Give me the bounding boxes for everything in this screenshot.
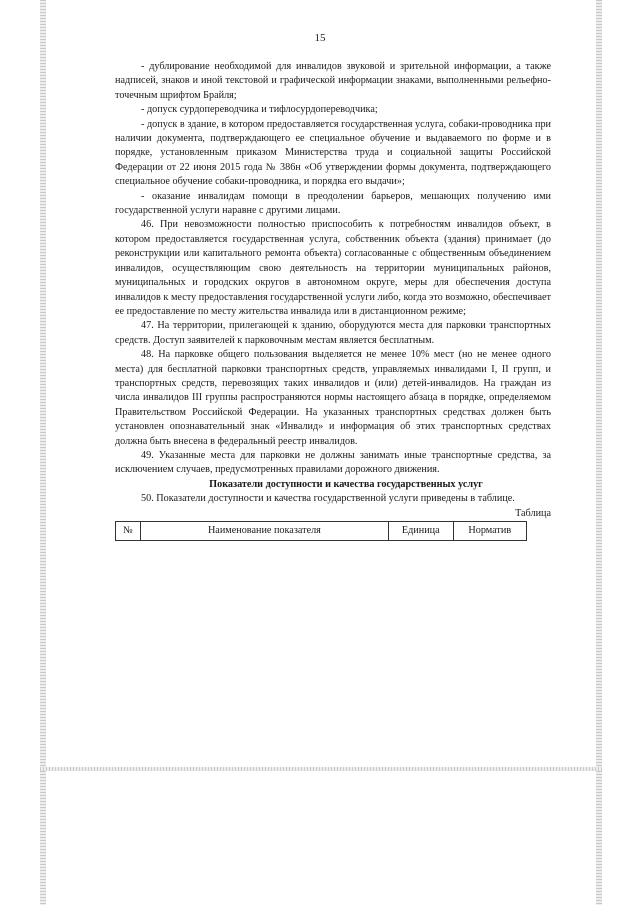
paragraph: 46. При невозможности полностью приспособить к потребностям инвалидов объект, в котором предоставляется государственная услуга, собственник объекта (здания) принимает (до реконструкции или капитального ремонта объекта) согласованные с общественным объединением инвалидов, осуществляющим свою деятельность на территории муниципальных районов, муниципальных и городских округов в автономном округе, меры для обеспечения доступа инвалидов к месту предоставления государственной услуги либо, когда это возможно, обеспечивает ее предоставление по месту жительства инвалида или в дистанционном режиме; <box>115 219 551 317</box>
document-body <box>115 60 551 541</box>
table-header-indicator-name: Наименование показателя <box>141 522 389 540</box>
table-caption: Таблица <box>515 507 551 519</box>
indicators-table-header <box>115 521 527 541</box>
paragraph: 47. На территории, прилегающей к зданию, оборудуются места для парковки транспортных средств. Доступ заявителей к парковочным местам является бесплатным. <box>115 320 551 346</box>
paragraph: - дублирование необходимой для инвалидов звуковой и зрительной информации, а также надписей, знаков и иной текстовой и графической информации знаками, выполненными рельефно-точечным шрифтом Брайля; <box>115 61 551 101</box>
paragraph: - допуск сурдопереводчика и тифлосурдопереводчика; <box>141 104 378 116</box>
paragraph: - оказание инвалидам помощи в преодолении барьеров, мешающих получению ими государственной услуги наравне с другими лицами. <box>115 190 551 217</box>
paragraph: 48. На парковке общего пользования выделяется не менее 10% мест (но не менее одного места) для бесплатной парковки транспортных средств, управляемых инвалидами I, II групп, и транспортных средств, перевозящих таких инвалидов и (или) детей-инвалидов. На граждан из числа инвалидов III группы распространяются нормы настоящего абзаца в порядке, определяемом Правительством Российской Федерации. На указанных транспортных средствах должен быть установлен опознавательный знак «Инвалид» и информация об этих транспортных средствах должна быть внесена в федеральный реестр инвалидов. <box>115 349 551 447</box>
paragraph: - допуск в здание, в котором предоставляется государственная услуга, собаки-проводника при наличии документа, подтверждающего ее специальное обучение и выдаваемого по форме и в порядке, установленным приказом Министерства труда и социальной защиты Российской Федерации от 22 июня 2015 года № 386н «Об утверждении формы документа, подтверждающего специальное обучение собаки-проводника, и порядка его выдачи»; <box>115 118 551 188</box>
section-heading: Показатели доступности и качества государственных услуг <box>209 478 483 490</box>
scan-border-bottom <box>40 767 602 771</box>
paragraph: 49. Указанные места для парковки не должны занимать иные транспортные средства, за исключением случаев, предусмотренных правилами дорожного движения. <box>115 449 551 476</box>
table-header-unit: Единица <box>389 522 454 540</box>
page-number: 15 <box>314 32 326 44</box>
table-header-number: № <box>116 522 141 540</box>
table-header-norm: Норматив <box>468 524 512 536</box>
paragraph: 50. Показатели доступности и качества государственной услуги приведены в таблице. <box>141 493 515 505</box>
